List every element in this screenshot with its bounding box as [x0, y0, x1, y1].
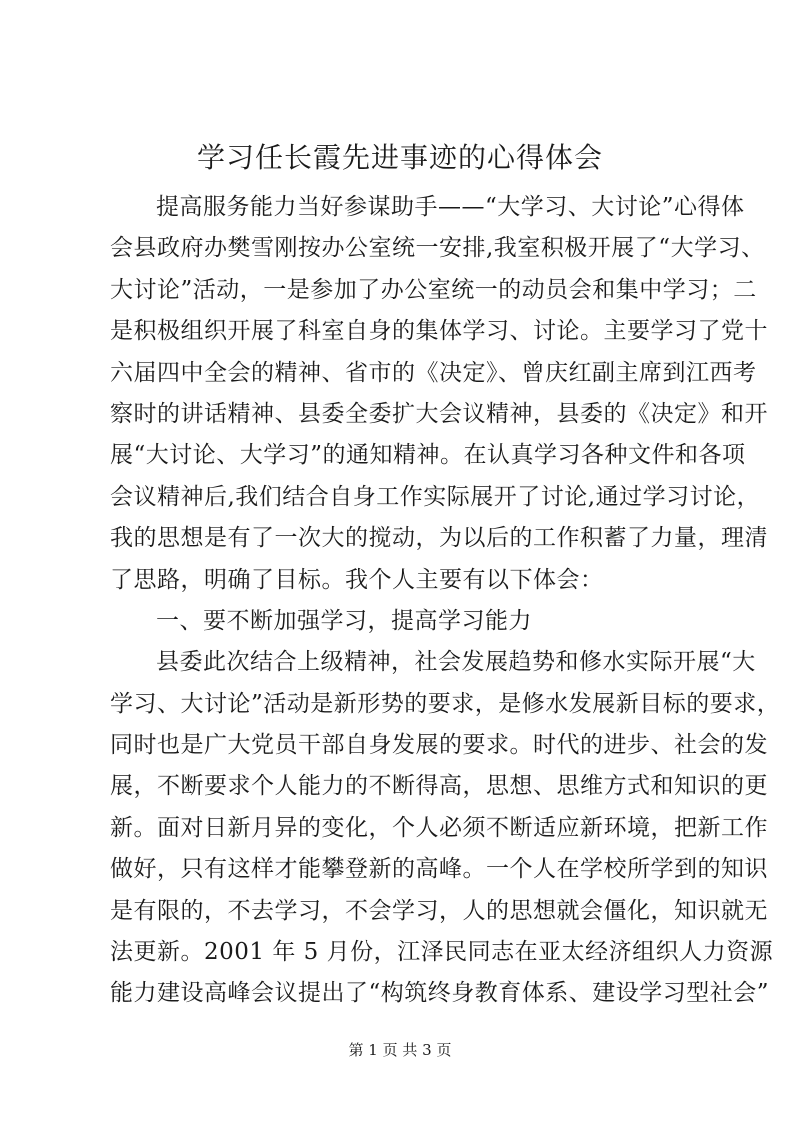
text-line: 是有限的，不去学习，不会学习，人的思想就会僵化，知识就无: [110, 897, 768, 924]
section-heading: 一、要不断加强学习，提高学习能力: [156, 607, 532, 634]
document-body: [110, 187, 781, 1015]
text-line: 新。面对日新月异的变化，个人必须不断适应新环境，把新工作: [110, 814, 768, 841]
text-line: 法更新。2001 年 5 月份，江泽民同志在亚太经济组织人力资源: [110, 939, 774, 966]
text-line: 了思路，明确了目标。我个人主要有以下体会：: [110, 566, 604, 593]
text-line: 能力建设高峰会议提出了“构筑终身教育体系、建设学习型社会”: [110, 980, 770, 1007]
text-line: 会县政府办樊雪刚按办公室统一安排,我室积极开展了“大学习、: [110, 235, 765, 262]
text-line: 做好，只有这样才能攀登新的高峰。一个人在学校所学到的知识: [110, 856, 768, 883]
text-line: 同时也是广大党员干部自身发展的要求。时代的进步、社会的发: [110, 732, 768, 759]
document-title: 学习任长霞先进事迹的心得体会: [196, 141, 603, 174]
text-line: 学习、大讨论”活动是新形势的要求，是修水发展新目标的要求，: [110, 690, 781, 717]
text-line: 大讨论”活动，一是参加了办公室统一的动员会和集中学习；二: [110, 276, 757, 303]
text-line: 展“大讨论、大学习”的通知精神。在认真学习各种文件和各项: [110, 442, 746, 469]
text-line: 我的思想是有了一次大的搅动，为以后的工作积蓄了力量，理清: [110, 525, 768, 552]
text-line: 县委此次结合上级精神，社会发展趋势和修水实际开展“大: [156, 649, 756, 676]
text-line: 是积极组织开展了科室自身的集体学习、讨论。主要学习了党十: [110, 318, 768, 345]
text-line: 提高服务能力当好参谋助手——“大学习、大讨论”心得体: [156, 194, 745, 220]
text-line: 会议精神后,我们结合自身工作实际展开了讨论,通过学习讨论，: [110, 483, 761, 510]
text-line: 展，不断要求个人能力的不断得高，思想、思维方式和知识的更: [110, 773, 768, 800]
text-line: 察时的讲话精神、县委全委扩大会议精神，县委的《决定》和开: [110, 400, 768, 427]
page-footer: 第 1 页 共 3 页: [348, 1041, 452, 1059]
text-line: 六届四中全会的精神、省市的《决定》、曾庆红副主席到江西考: [110, 359, 757, 386]
